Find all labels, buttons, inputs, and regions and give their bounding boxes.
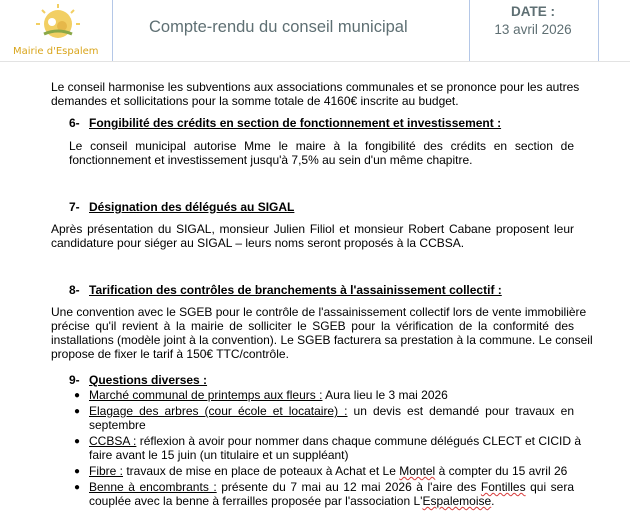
paragraph-line: Une convention avec le SGEB pour le contrôle de l'assainissement collectif lors de vente immobilière	[51, 305, 587, 319]
list-item-text: Montel	[399, 464, 436, 478]
paragraph-line: installations (modèle joint à la convention). Le SGEB facturera sa prestation à la commune. Le conseil	[51, 333, 593, 347]
section-number: 8-	[69, 283, 80, 297]
paragraph-line: candidature pour siéger au SIGAL – leurs noms seront proposés à la CCBSA.	[51, 236, 465, 250]
paragraph-line: Après présentation du SIGAL, monsieur Julien Filiol et monsieur Robert Cabane proposent leur	[51, 222, 574, 236]
list-item-text: à compter du 15 avril 26	[435, 464, 568, 478]
list-item	[89, 480, 574, 494]
list-item-text: Aura lieu le 3 mai 2026	[322, 388, 448, 402]
date-value: 13 avril 2026	[494, 22, 572, 37]
section-number: 9-	[69, 373, 80, 387]
list-item-label: Benne à encombrants :	[89, 480, 217, 494]
bullet-dot-icon: ●	[74, 436, 81, 447]
list-item-text-line	[89, 494, 495, 508]
bullet-dot-icon: ●	[74, 406, 81, 417]
date-label: DATE :	[511, 4, 555, 19]
list-item-label: Fibre :	[89, 464, 124, 478]
list-item-text: travaux de mise en place de poteaux à Achat et Le	[123, 464, 400, 478]
logo-text: Mairie d'Espalem	[13, 46, 99, 57]
list-item-text: Fontilles	[480, 480, 526, 494]
section-title: Désignation des délégués au SIGAL	[89, 200, 295, 214]
section-title: Fongibilité des crédits en section de fonctionnement et investissement :	[89, 116, 502, 130]
section-number: 7-	[69, 200, 80, 214]
list-item	[89, 464, 567, 478]
page-title: Compte-rendu du conseil municipal	[149, 18, 408, 36]
paragraph-line: Le conseil municipal autorise Mme le maire à la fongibilité des crédits en section de	[69, 139, 574, 153]
list-item-text: un devis est demandé pour travaux en	[347, 404, 574, 418]
list-item-text: qui sera	[525, 480, 575, 494]
list-item-text: .	[491, 494, 495, 508]
intro-line: Le conseil harmonise les subventions aux associations communales et se prononce pour les autres	[51, 80, 580, 94]
list-item-text: présente du 7 mai au 12 mai 2026 à l'aire des	[216, 480, 481, 494]
list-item-text: septembre	[89, 418, 146, 432]
paragraph-line: fonctionnement et investissement jusqu'à 7,5% au sein d'un même chapitre.	[69, 153, 473, 167]
list-item	[89, 388, 448, 402]
intro-line: demandes et sollicitations pour la somme totale de 4160€ inscrite au budget.	[51, 94, 459, 108]
list-item-text: faire avant le 15 juin (un titulaire et un suppléant)	[89, 448, 349, 462]
list-item	[89, 404, 574, 418]
list-item-text: Espalemoise	[422, 494, 492, 508]
section-title: Tarification des contrôles de branchements à l'assainissement collectif :	[89, 283, 502, 297]
bullet-dot-icon: ●	[74, 390, 81, 401]
list-item-label: Marché communal de printemps aux fleurs :	[89, 388, 323, 402]
list-item	[89, 434, 582, 448]
paragraph-line: propose de fixer le tarif à 150€ TTC/contrôle.	[51, 347, 289, 361]
bullet-dot-icon: ●	[74, 482, 81, 493]
bullet-dot-icon: ●	[74, 466, 81, 477]
list-item-text: réflexion à avoir pour nommer dans chaque commune délégués CLECT et CICID à	[136, 434, 582, 448]
list-item-label: Elagage des arbres (cour école et locataire) :	[89, 404, 348, 418]
list-item-text: couplée avec la benne à ferrailles proposée par l'association L'	[89, 494, 423, 508]
list-item-label: CCBSA :	[89, 434, 137, 448]
section-number: 6-	[69, 116, 80, 130]
section-title: Questions diverses :	[89, 373, 208, 387]
paragraph-line: précise qu'il revient à la mairie de solliciter le SGEB pour la vérification de la conformité des	[51, 319, 574, 333]
